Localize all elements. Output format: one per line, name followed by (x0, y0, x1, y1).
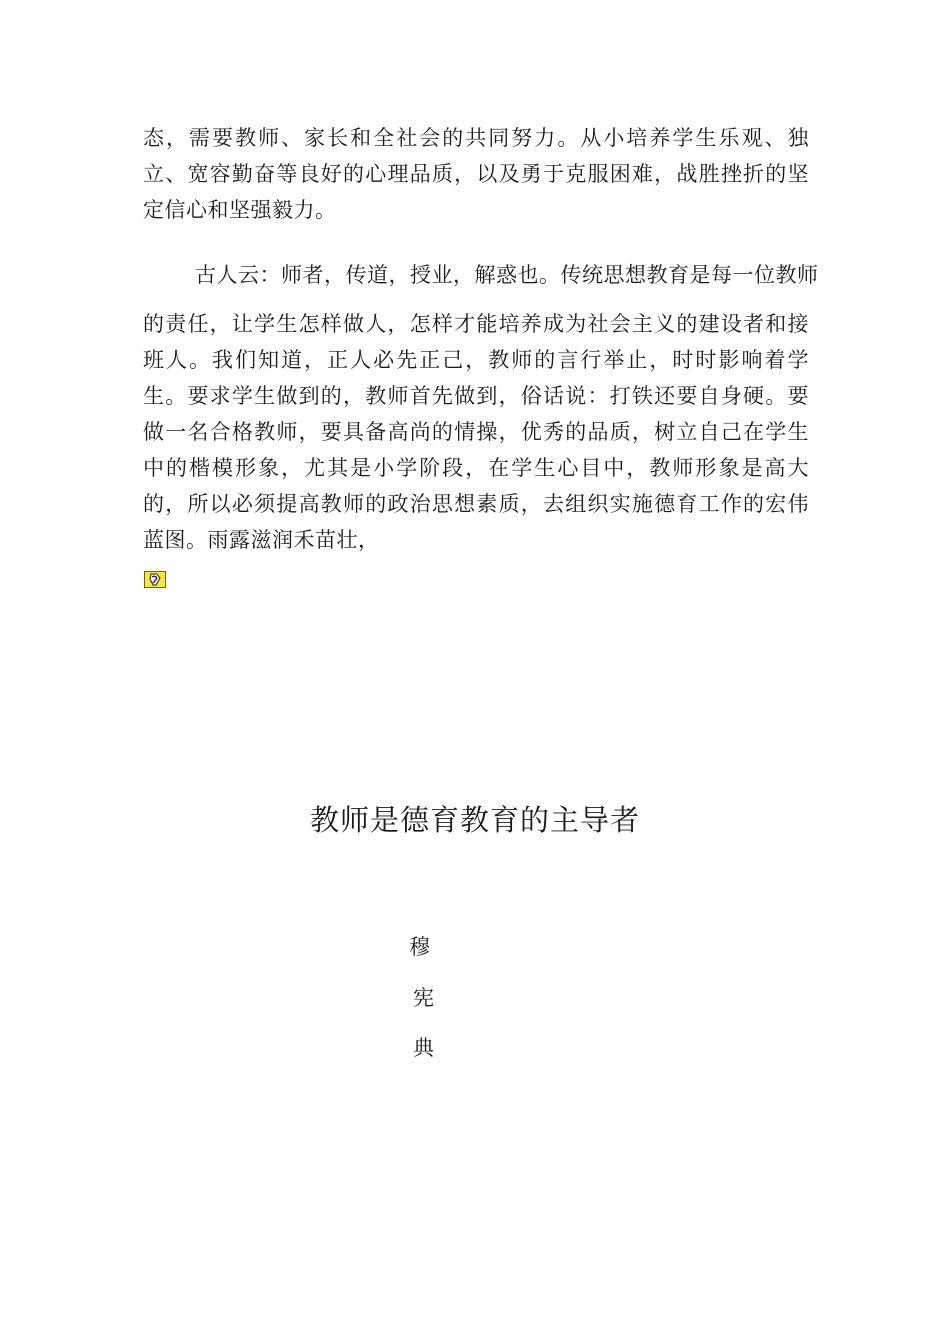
anchor-glyph-icon (148, 573, 162, 586)
author-char-2: 宪 (413, 986, 434, 1010)
embedded-object-anchor-icon[interactable] (144, 571, 166, 588)
paragraph-continued: 态，需要教师、家长和全社会的共同努力。从小培养学生乐观、独立、宽容勤奋等良好的心理品质，以及勇于克服困难，战胜挫折的坚定信心和坚强毅力。 (143, 126, 809, 222)
author-char-1: 穆 (409, 935, 430, 959)
paragraph-body: 的责任，让学生怎样做人，怎样才能培养成为社会主义的建设者和接班人。我们知道，正人必先正己，教师的言行举止，时时影响着学生。要求学生做到的，教师首先做到，俗话说：打铁还要自身硬。要做一名合格教师，要具备高尚的情操，优秀的品质，树立自己在学生中的楷模形象，尤其是小学阶段，在学生心目中，教师形象是高大的，所以必须提高教师的政治思想素质，去组织实施德育工作的宏伟蓝图。雨露滋润禾苗壮， (143, 312, 809, 552)
paragraph-first-line: 古人云：师者，传道，授业，解惑也。传统思想教育是每一位教师 (195, 263, 819, 287)
document-title: 教师是德育教育的主导者 (309, 803, 640, 837)
author-char-3: 典 (413, 1036, 434, 1060)
